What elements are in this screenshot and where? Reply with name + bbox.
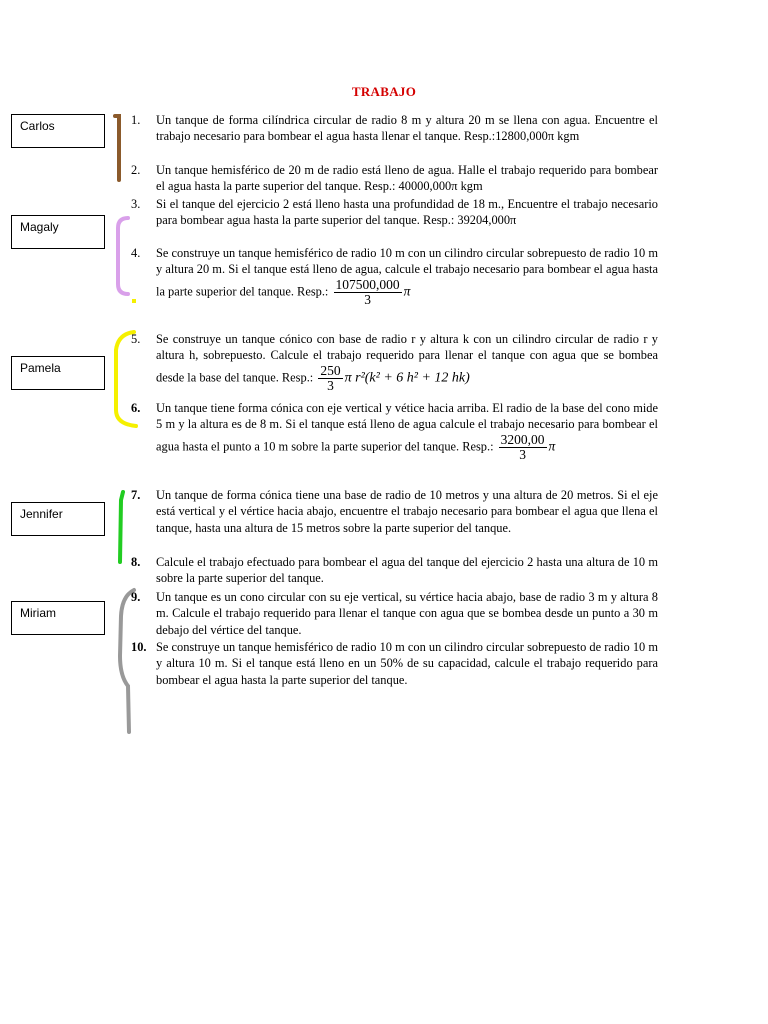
carlos-bracket — [112, 110, 128, 182]
answer-denominator: 3 — [364, 291, 371, 307]
problem-number: 6. — [131, 401, 141, 415]
problem-number: 9. — [131, 590, 141, 604]
problem-8 — [131, 554, 658, 587]
answer-fraction — [334, 278, 402, 307]
answer-pi: π — [403, 283, 411, 299]
answer-fraction — [318, 364, 342, 393]
student-box-magaly: Magaly — [11, 215, 105, 249]
problem-text: Un tanque de forma cilíndrica circular de radio 8 m y altura 20 m se llena con agua. Encuentre el trabajo necesario para bombear el agua hasta llenar el tanque. Resp.:12800,000π kgm — [156, 113, 658, 144]
problem-text: Un tanque tiene forma cónica con eje vertical y vétice hacia arriba. El radio de la base del cono mide 5 m y la altura es de 8 m. Si el tanque está lleno de agua calcule el trabajo necesario para bombear el agua hasta el punto a 10 m sobre la parte superior del tanque. Resp.: — [156, 401, 658, 454]
problem-text: Se construye un tanque cónico con base de radio r y altura k con un cilindro circular de radio r y altura h, sobrepuesto. Calcule el trabajo requerido para llenar el tanque con agua que se bombea desde la base del tanque. Resp.: — [156, 332, 658, 385]
problem-text: Un tanque de forma cónica tiene una base de radio de 10 metros y una altura de 20 metros. Si el eje está vertical y el vértice hacia abajo, encuentre el trabajo necesario para bombear el agua que llena el tanque, hasta una altura de 15 metros sobre la parte superior del tanque. — [156, 488, 658, 535]
page-title: TRABAJO — [351, 84, 417, 99]
problem-text: Si el tanque del ejercicio 2 está lleno hasta una profundidad de 18 m., Encuentre el trabajo necesario para bombear agua hasta la parte superior del tanque. Resp.: 39204,000π — [156, 197, 658, 228]
problem-number: 10. — [131, 640, 147, 654]
problem-3 — [131, 196, 658, 229]
problem-number: 3. — [131, 197, 141, 211]
student-box-pamela: Pamela — [11, 356, 105, 390]
answer-numerator: 107500,000 — [335, 276, 400, 292]
problem-text: Se construye un tanque hemisférico de radio 10 m con un cilindro circular sobrepuesto de radio 10 m y altura 10 m. Si el tanque está lleno en un 50% de su capacidad, calcule el trabajo requerido para bombear el agua hasta la parte superior del tanque. — [156, 640, 658, 687]
problem-number: 4. — [131, 246, 141, 260]
problem-text: Se construye un tanque hemisférico de radio 10 m con un cilindro circular sobrepuesto de radio 10 m y altura 20 m. Si el tanque está lleno de agua, calcule el trabajo necesario para bombear el agua hasta la parte superior del tanque. Resp.: — [156, 246, 658, 299]
problem-number: 5. — [131, 332, 141, 346]
problem-number: 1. — [131, 113, 141, 127]
student-box-jennifer: Jennifer — [11, 502, 105, 536]
problem-6 — [131, 400, 658, 462]
problem-5 — [131, 331, 658, 393]
answer-numerator: 250 — [320, 362, 341, 378]
problem-2 — [131, 162, 658, 195]
problem-number: 7. — [131, 488, 141, 502]
answer-numerator: 3200,00 — [500, 431, 545, 447]
answer-pi: π — [548, 438, 556, 454]
answer-expression: π r²(k² + 6 h² + 12 hk) — [344, 370, 470, 386]
problem-9 — [131, 589, 658, 638]
problem-number: 8. — [131, 555, 141, 569]
magaly-bracket — [112, 212, 132, 298]
problem-text: Un tanque es un cono circular con su eje vertical, su vértice hacia abajo, base de radio 3 m y altura 8 m. Calcule el trabajo requerido para llenar el tanque con agua que se bombea desde un punto a 30 m debajo del vértice del tanque. — [156, 590, 658, 637]
student-box-carlos: Carlos — [11, 114, 105, 148]
answer-denominator: 3 — [327, 377, 334, 393]
problem-1 — [131, 112, 658, 145]
problem-text: Calcule el trabajo efectuado para bombear el agua del tanque del ejercicio 2 hasta una altura de 10 m sobre la parte superior del tanque. — [156, 555, 658, 586]
problem-number: 2. — [131, 163, 141, 177]
problem-10 — [131, 639, 658, 688]
answer-denominator: 3 — [519, 446, 526, 462]
problem-4 — [131, 245, 658, 307]
answer-fraction — [499, 433, 547, 462]
student-box-miriam: Miriam — [11, 601, 105, 635]
jennifer-bracket — [114, 488, 128, 566]
problem-text: Un tanque hemisférico de 20 m de radio está lleno de agua. Halle el trabajo requerido para bombear el agua hasta la parte superior del tanque. Resp.: 40000,000π kgm — [156, 163, 658, 194]
problem-7 — [131, 487, 658, 536]
